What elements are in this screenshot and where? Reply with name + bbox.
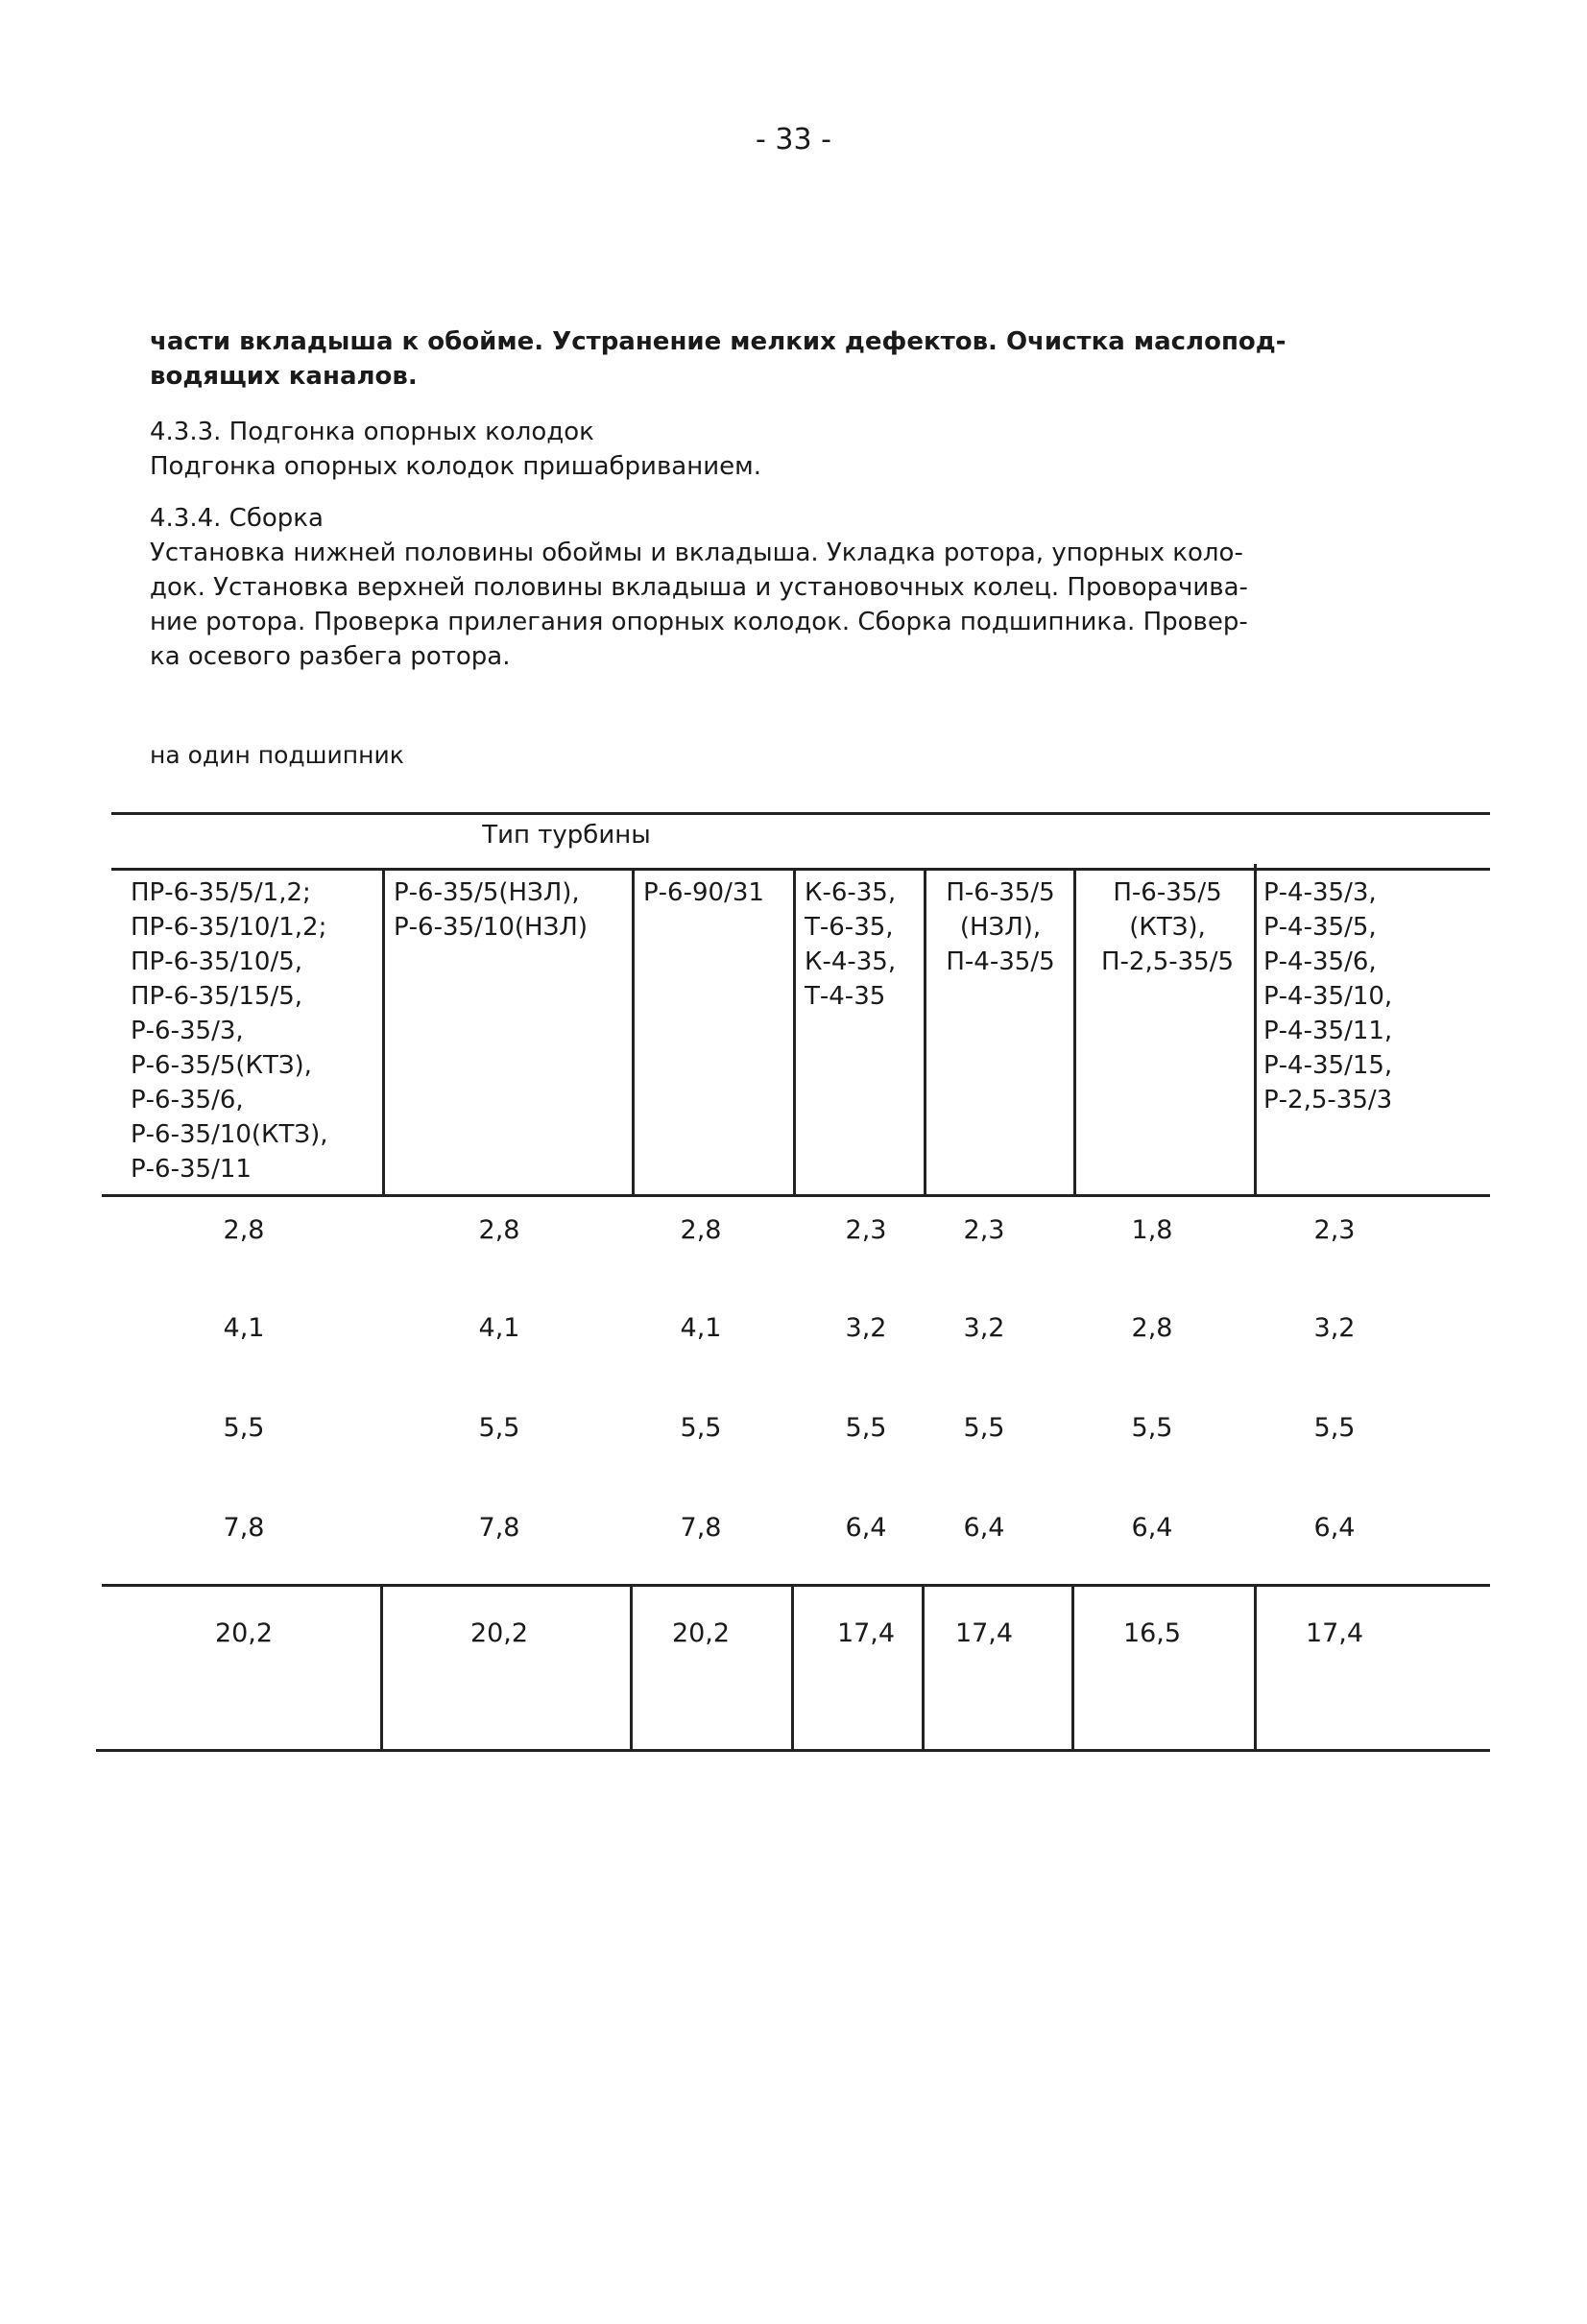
column-divider (1254, 1584, 1257, 1749)
turbine-type-label: П-4-35/5 (946, 947, 1055, 976)
turbine-type-header-cell (1085, 875, 1250, 979)
turbine-type-label: П-2,5-35/5 (1100, 947, 1235, 976)
turbine-type-label: Р-4-35/10, (1263, 982, 1393, 1011)
turbine-type-label: К-6-35, (805, 878, 897, 907)
text-line: док. Установка верхней половины вкладыша и установочных колец. Проворачива- (150, 573, 1248, 602)
turbine-type-label: Р-4-35/3, (1263, 878, 1377, 907)
turbine-type-label: Р-4-35/5, (1263, 913, 1377, 942)
turbine-type-label: К-4-35, (805, 947, 897, 976)
table-total-cell: 17,4 (954, 1618, 1014, 1648)
turbine-type-label: ПР-6-35/15/5, (131, 982, 303, 1011)
column-divider (1073, 868, 1076, 1194)
table-value-cell: 5,5 (223, 1413, 265, 1443)
table-value-cell: 7,8 (478, 1513, 520, 1543)
turbine-type-label: Т-4-35 (805, 982, 886, 1011)
table-value-cell: 7,8 (223, 1513, 265, 1543)
turbine-type-label: ПР-6-35/5/1,2; (131, 878, 311, 907)
section-heading: 4.3.3. Подгонка опорных колодок (150, 418, 594, 446)
table-value-cell: 3,2 (963, 1313, 1005, 1343)
turbine-type-label: Р-6-35/3, (131, 1017, 244, 1045)
table-header-title: Тип турбины (482, 821, 651, 850)
column-divider (382, 868, 385, 1194)
table-value-cell: 2,3 (845, 1215, 887, 1245)
table-value-cell: 2,3 (1313, 1215, 1356, 1245)
turbine-type-label: ПР-6-35/10/5, (131, 947, 303, 976)
table-value-cell: 6,4 (845, 1513, 887, 1543)
text-line: ка осевого разбега ротора. (150, 642, 511, 671)
table-bottom-rule (96, 1749, 1490, 1752)
table-value-cell: 4,1 (223, 1313, 265, 1343)
table-value-cell: 4,1 (478, 1313, 520, 1343)
text-line: части вкладыша к обойме. Устранение мелких дефектов. Очистка маслопод- (150, 327, 1286, 356)
section-body: Подгонка опорных колодок пришабриванием. (150, 452, 761, 481)
turbine-type-label: (КТЗ), (1129, 913, 1206, 942)
table-value-cell: 3,2 (1313, 1313, 1356, 1343)
turbine-type-label: Р-6-35/11 (131, 1155, 252, 1184)
column-divider (1254, 864, 1257, 1194)
table-value-cell: 2,3 (963, 1215, 1005, 1245)
column-divider (922, 1584, 925, 1749)
section-4-3-4 (150, 501, 1359, 674)
intro-paragraph (150, 324, 1359, 394)
turbine-type-header-cell (1263, 875, 1455, 1117)
unit-note: на один подшипник (150, 741, 404, 769)
section-4-3-3 (150, 415, 1359, 484)
table-value-cell: 6,4 (1313, 1513, 1356, 1543)
table-total-cell: 17,4 (836, 1618, 896, 1648)
table-top-rule (111, 812, 1490, 815)
table-value-cell: 3,2 (845, 1313, 887, 1343)
turbine-type-label: ПР-6-35/10/1,2; (131, 913, 327, 942)
table-value-cell: 7,8 (680, 1513, 722, 1543)
table-value-cell: 4,1 (680, 1313, 722, 1343)
table-value-cell: 5,5 (1313, 1413, 1356, 1443)
turbine-type-header-cell (931, 875, 1070, 979)
turbine-type-label: Р-6-35/6, (131, 1086, 244, 1114)
turbine-type-label: Р-6-35/10(КТЗ), (131, 1120, 328, 1149)
table-value-cell: 2,8 (1131, 1313, 1173, 1343)
table-total-cell: 20,2 (671, 1618, 731, 1648)
text-line: Установка нижней половины обоймы и вкладыша. Укладка ротора, упорных коло- (150, 539, 1243, 567)
turbine-type-header-cell (394, 875, 628, 945)
turbine-type-header-cell (643, 875, 789, 910)
table-value-cell: 1,8 (1131, 1215, 1173, 1245)
turbine-type-label: Р-6-35/5(НЗЛ), (394, 878, 580, 907)
table-value-cell: 5,5 (1131, 1413, 1173, 1443)
turbine-type-label: П-6-35/5 (1113, 878, 1222, 907)
column-divider (924, 868, 926, 1194)
table-value-cell: 2,8 (478, 1215, 520, 1245)
turbine-type-label: Р-4-35/15, (1263, 1051, 1393, 1080)
table-value-cell: 2,8 (680, 1215, 722, 1245)
table-total-cell: 20,2 (214, 1618, 274, 1648)
turbine-type-header-cell (131, 875, 378, 1186)
turbine-type-label: (НЗЛ), (959, 913, 1042, 942)
table-total-cell: 16,5 (1122, 1618, 1182, 1648)
page-number: - 33 - (756, 123, 831, 156)
table-total-cell: 20,2 (469, 1618, 529, 1648)
table-total-cell: 17,4 (1305, 1618, 1364, 1648)
header-bottom-rule (102, 1194, 1490, 1197)
column-divider (1071, 1584, 1074, 1749)
table-value-cell: 5,5 (478, 1413, 520, 1443)
text-line: водящих каналов. (150, 362, 418, 391)
turbine-type-label: Р-4-35/6, (1263, 947, 1377, 976)
header-divider-rule (111, 868, 1490, 871)
turbine-type-header-cell (805, 875, 920, 1014)
column-divider (630, 1584, 633, 1749)
turbine-type-label: Р-4-35/11, (1263, 1017, 1393, 1045)
table-value-cell: 5,5 (845, 1413, 887, 1443)
table-value-cell: 2,8 (223, 1215, 265, 1245)
turbine-type-label: Т-6-35, (805, 913, 894, 942)
column-divider (380, 1584, 383, 1749)
table-value-cell: 6,4 (963, 1513, 1005, 1543)
totals-top-rule (102, 1584, 1490, 1587)
turbine-type-label: Р-2,5-35/3 (1263, 1086, 1393, 1114)
column-divider (793, 868, 796, 1194)
section-heading: 4.3.4. Сборка (150, 504, 324, 533)
turbine-type-label: Р-6-35/5(КТЗ), (131, 1051, 312, 1080)
turbine-type-label: Р-6-35/10(НЗЛ) (394, 913, 588, 942)
text-line: ние ротора. Проверка прилегания опорных колодок. Сборка подшипника. Провер- (150, 608, 1248, 636)
table-value-cell: 5,5 (680, 1413, 722, 1443)
turbine-type-label: Р-6-90/31 (643, 878, 764, 907)
table-value-cell: 5,5 (963, 1413, 1005, 1443)
column-divider (632, 868, 635, 1194)
turbine-type-label: П-6-35/5 (946, 878, 1055, 907)
column-divider (791, 1584, 794, 1749)
table-value-cell: 6,4 (1131, 1513, 1173, 1543)
